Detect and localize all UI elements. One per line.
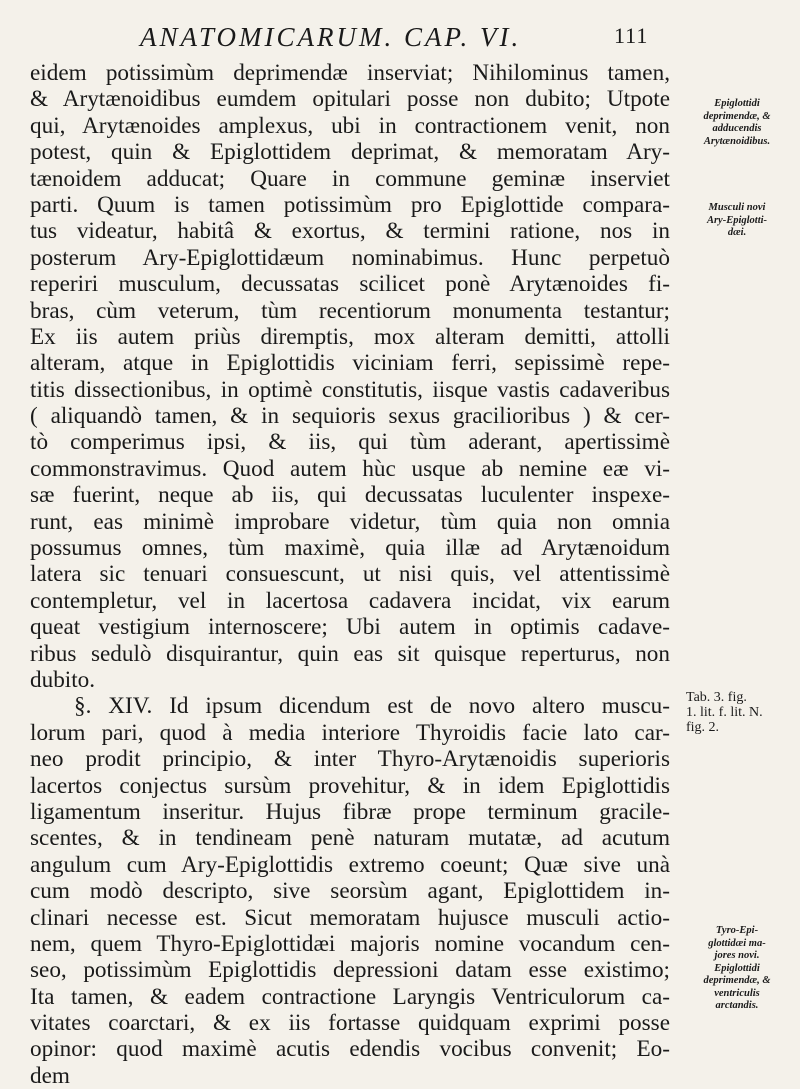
margin-note-line: jores novi. <box>714 950 760 961</box>
text-line: tus videatur, habitâ & exortus, & termini ratione, nos in <box>30 218 670 245</box>
margin-note-line: Epiglottidi <box>714 98 760 109</box>
margin-note-line: 1. lit. f. lit. N. <box>686 705 763 720</box>
text-line: Ita tamen, & eadem contractione Laryngis Ventriculorum ca- <box>30 983 670 1010</box>
margin-note-line: dæi. <box>727 227 747 238</box>
margin-note <box>676 98 798 148</box>
text-line: parti. Quum is tamen potissimùm pro Epiglottide compara- <box>30 191 670 218</box>
margin-note-line: Epiglottidi <box>714 962 760 974</box>
margin-note-line: adducendis <box>712 123 762 134</box>
margin-note-line: Arytænoidibus. <box>703 135 771 147</box>
margin-note-line: deprimendæ, & <box>703 975 771 986</box>
margin-note-line: fig. 2. <box>686 720 720 735</box>
catchword: dem <box>30 1062 70 1089</box>
text-line: titis dissectionibus, in optimè constitutis, iisque vastis cadaveribus <box>30 376 670 403</box>
text-line: opinor: quod maximè acutis edendis vocibus convenit; Eo- <box>30 1036 670 1063</box>
text-line: nem, quem Thyro-Epiglottidæi majoris nomine vocandum cen- <box>30 930 670 957</box>
text-line: bras, cùm veterum, tùm recentiorum monumenta testantur; <box>30 297 670 324</box>
margin-note-line: Tab. 3. fig. <box>686 690 747 705</box>
text-line: vitates coarctari, & ex iis fortasse quidquam exprimi posse <box>30 1010 670 1037</box>
page-number: 111 <box>614 23 649 48</box>
text-line: tò comperimus ipsi, & iis, qui tùm aderant, apertissimè <box>30 429 670 456</box>
text-line: ligamentum inseritur. Hujus fibræ prope terminum gracile- <box>30 798 670 825</box>
text-line: reperiri musculum, decussatas scilicet ponè Arytænoides fi- <box>30 271 670 298</box>
text-line: clinari necesse est. Sicut memoratam hujusce musculi actio- <box>30 904 670 931</box>
figure-reference-note <box>686 690 800 735</box>
margin-note-line: ventriculis <box>714 987 760 999</box>
text-line: potest, quin & Epiglottidem deprimat, & memoratam Ary- <box>30 139 670 166</box>
margin-note-line: Musculi novi <box>708 202 766 213</box>
text-line: qui, Arytænoides amplexus, ubi in contractionem venit, non <box>30 112 670 139</box>
text-line: scentes, & in tendineam penè naturam mutatæ, ad acutum <box>30 825 670 852</box>
body-text <box>30 60 670 1089</box>
text-line: eidem potissimùm deprimendæ inserviat; Nihilominus tamen, <box>30 60 670 86</box>
text-line: cum modò descripto, sive seorsùm agant, Epiglottidem in- <box>30 878 670 905</box>
text-line: alteram, atque in Epiglottidis viciniam ferri, sepissimè repe- <box>30 350 670 377</box>
text-line: ribus sedulò disquirantur, quin eas sit quisque reperturus, non <box>30 640 670 667</box>
margin-note-line: arctandis. <box>715 1000 759 1011</box>
text-line: tænoidem adducat; Quare in commune geminæ inserviet <box>30 165 670 192</box>
margin-note-line: Tyro-Epi- <box>715 925 759 936</box>
text-line: sæ fuerint, neque ab iis, qui decussatas luculenter inspexe- <box>30 482 670 509</box>
text-line: queat vestigium internoscere; Ubi autem in optimis cadave- <box>30 614 670 641</box>
text-line: seo, potissimùm Epiglottidis depressioni datam esse existimo; <box>30 957 670 984</box>
text-line: posterum Ary-Epiglottidæum nominabimus. Hunc perpetuò <box>30 244 670 271</box>
text-line: neo prodit principio, & inter Thyro-Arytænoidis superioris <box>30 746 670 773</box>
text-line: & Arytænoidibus eumdem opitulari posse non dubito; Utpote <box>30 86 670 113</box>
text-line: dubito. <box>30 666 96 693</box>
margin-note <box>676 925 798 1013</box>
text-line: lacertos conjectus sursùm provehitur, & in idem Epiglottidis <box>30 772 670 799</box>
text-line: commonstravimus. Quod autem hùc usque ab nemine eæ vi- <box>30 455 670 482</box>
margin-note-line: Ary-Epiglotti- <box>706 214 768 226</box>
text-line: latera sic tenuari consuescunt, ut nisi quis, vel attentissimè <box>30 561 670 588</box>
running-head: ANATOMICARUM. CAP. VI. <box>140 22 522 52</box>
page-header <box>140 22 660 58</box>
margin-note <box>676 202 798 240</box>
text-line: ( aliquandò tamen, & in sequioris sexus gracilioribus ) & cer- <box>30 403 670 430</box>
text-line: possumus omnes, tùm maximè, quia illæ ad Arytænoidum <box>30 535 670 562</box>
margin-note-line: deprimendæ, & <box>703 110 771 122</box>
text-line: Ex iis autem priùs diremptis, mox alteram demitti, attolli <box>30 323 670 350</box>
text-line: lorum pari, quod à media interiore Thyroidis facie lato car- <box>30 719 670 746</box>
text-line: runt, eas minimè improbare videtur, tùm quia non omnia <box>30 508 670 535</box>
section-start-line: §. XIV. Id ipsum dicendum est de novo altero muscu- <box>74 693 670 720</box>
text-line: angulum cum Ary-Epiglottidis extremo coeunt; Quæ sive unà <box>30 851 670 878</box>
margin-note-line: glottidæi ma- <box>708 937 766 949</box>
text-line: contempletur, vel in lacertosa cadavera incidat, vix earum <box>30 587 670 614</box>
